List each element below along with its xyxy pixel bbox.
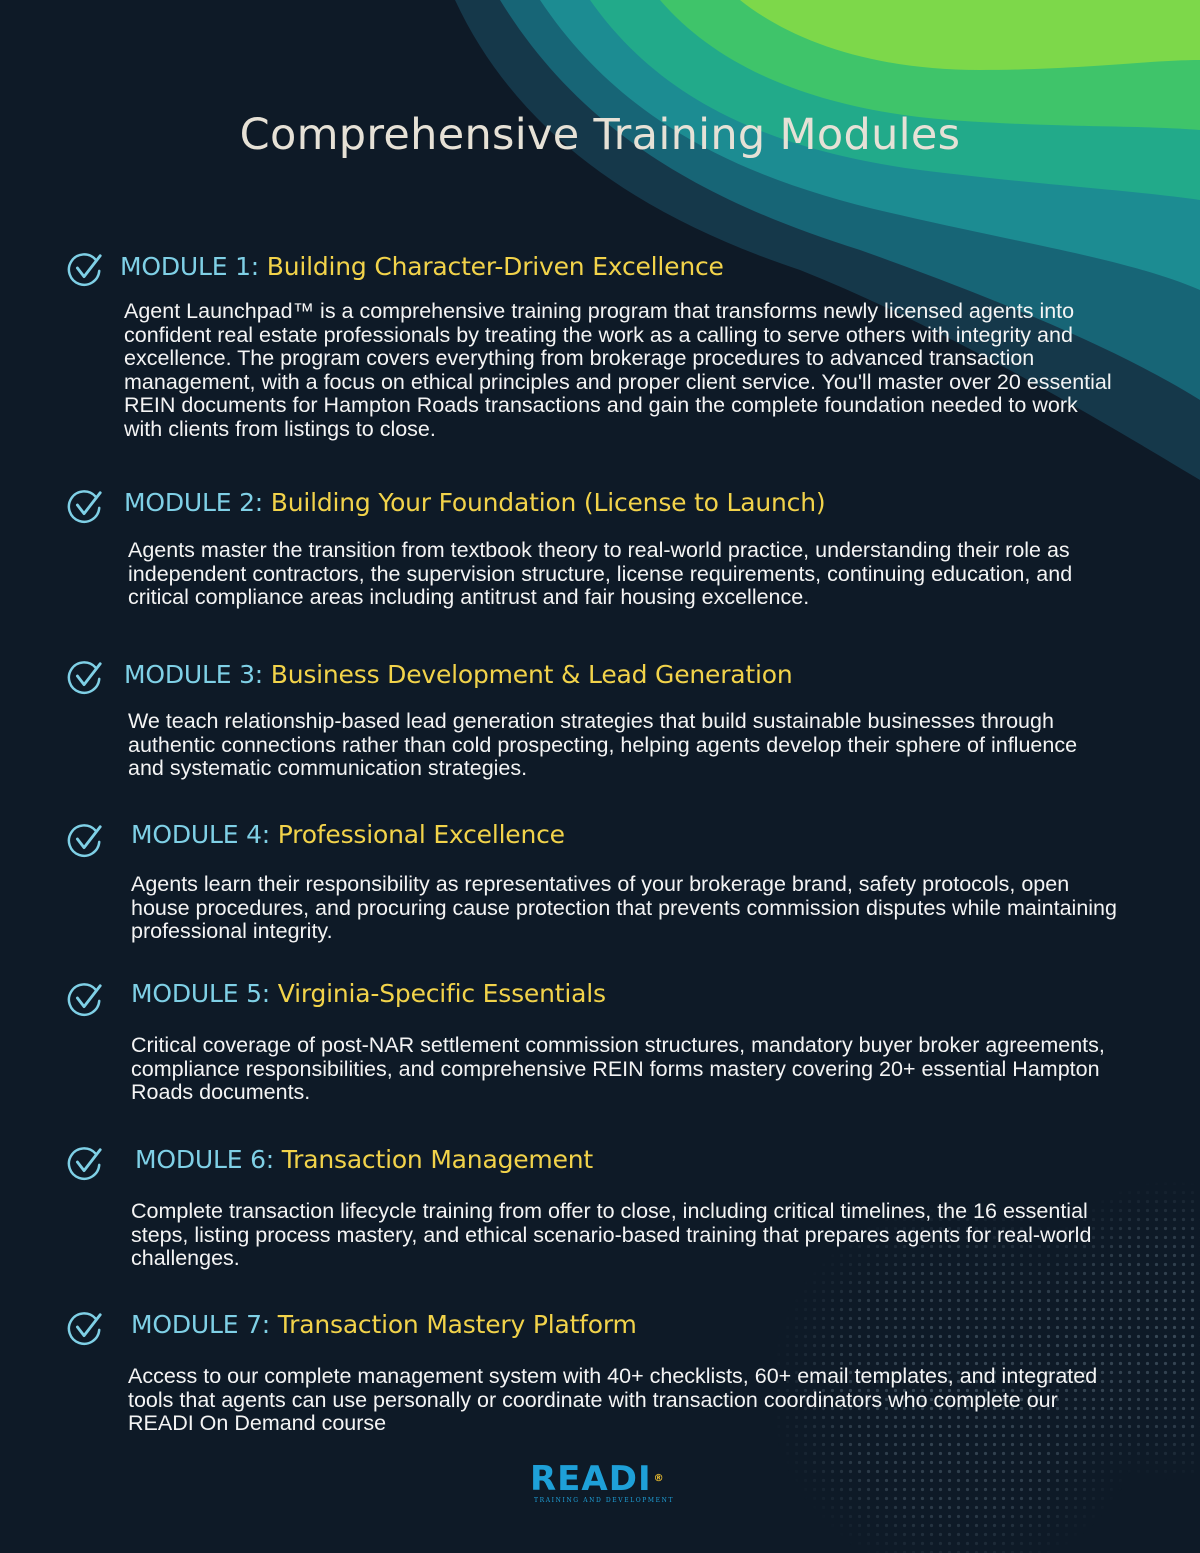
logo-tagline: TRAINING AND DEVELOPMENT	[534, 1497, 675, 1504]
readi-logo	[530, 1459, 680, 1504]
module-number: MODULE 6:	[135, 1145, 274, 1174]
module-description: We teach relationship-based lead generation strategies that build sustainable businesses through authentic connections rather than cold prospecting, helping agents develop their sphere of influence and systematic communication strategies.	[128, 709, 1078, 780]
check-circle-icon	[66, 1144, 104, 1182]
module-description: Agents master the transition from textbook theory to real-world practice, understanding their role as independent contractors, the supervision structure, license requirements, continuing education, and critical compliance areas including antitrust and fair housing excellence.	[128, 538, 1073, 609]
module-heading	[131, 820, 565, 849]
module-name: Building Character-Driven Excellence	[266, 252, 724, 281]
module-heading	[135, 1145, 593, 1174]
module-number: MODULE 5:	[131, 979, 270, 1008]
module-description: Access to our complete management system with 40+ checklists, 60+ email templates, and integrated tools that agents can use personally or coordinate with transaction coordinators who complete our READI On Demand course	[128, 1364, 1098, 1435]
module-heading	[124, 488, 825, 517]
page-title: Comprehensive Training Modules	[239, 110, 961, 160]
logo-wordmark	[530, 1459, 680, 1499]
module-heading	[131, 1310, 637, 1339]
check-circle-icon	[66, 487, 104, 525]
module-heading	[131, 979, 606, 1008]
module-number: MODULE 2:	[124, 488, 263, 517]
check-circle-icon	[66, 821, 104, 859]
module-name: Business Development & Lead Generation	[270, 660, 793, 689]
module-number: MODULE 3:	[124, 660, 263, 689]
module-number: MODULE 4:	[131, 820, 270, 849]
module-name: Transaction Mastery Platform	[277, 1310, 637, 1339]
check-circle-icon	[66, 250, 104, 288]
module-name: Virginia-Specific Essentials	[277, 979, 606, 1008]
module-name: Building Your Foundation (License to Launch)	[270, 488, 826, 517]
module-description: Complete transaction lifecycle training from offer to close, including critical timelines, the 16 essential steps, listing process mastery, and ethical scenario-based training that prepares agents for real-world challenges.	[131, 1199, 1092, 1270]
module-description: Agent Launchpad™ is a comprehensive training program that transforms newly licensed agents into confident real estate professionals by treating the work as a calling to serve others with integrity and excellence. The program covers everything from brokerage procedures to advanced transaction management, with a focus on ethical principles and proper client service. You'll master over 20 essential REIN documents for Hampton Roads transactions and gain the complete foundation needed to work with clients from listings to close.	[124, 299, 1112, 441]
module-number: MODULE 1:	[120, 252, 259, 281]
logo-wordmark-text: READI	[530, 1459, 652, 1499]
check-circle-icon	[66, 658, 104, 696]
module-description: Critical coverage of post-NAR settlement commission structures, mandatory buyer broker agreements, compliance responsibilities, and comprehensive REIN forms mastery covering 20+ essential Hampton Roads documents.	[131, 1033, 1105, 1104]
module-name: Professional Excellence	[277, 820, 565, 849]
module-name: Transaction Management	[281, 1145, 593, 1174]
module-description: Agents learn their responsibility as representatives of your brokerage brand, safety protocols, open house procedures, and procuring cause protection that prevents commission disputes while maintaining professional integrity.	[131, 872, 1117, 943]
module-number: MODULE 7:	[131, 1310, 270, 1339]
registered-mark: ®	[653, 1473, 665, 1484]
check-circle-icon	[66, 980, 104, 1018]
check-circle-icon	[66, 1309, 104, 1347]
module-heading	[120, 252, 724, 281]
module-heading	[124, 660, 793, 689]
